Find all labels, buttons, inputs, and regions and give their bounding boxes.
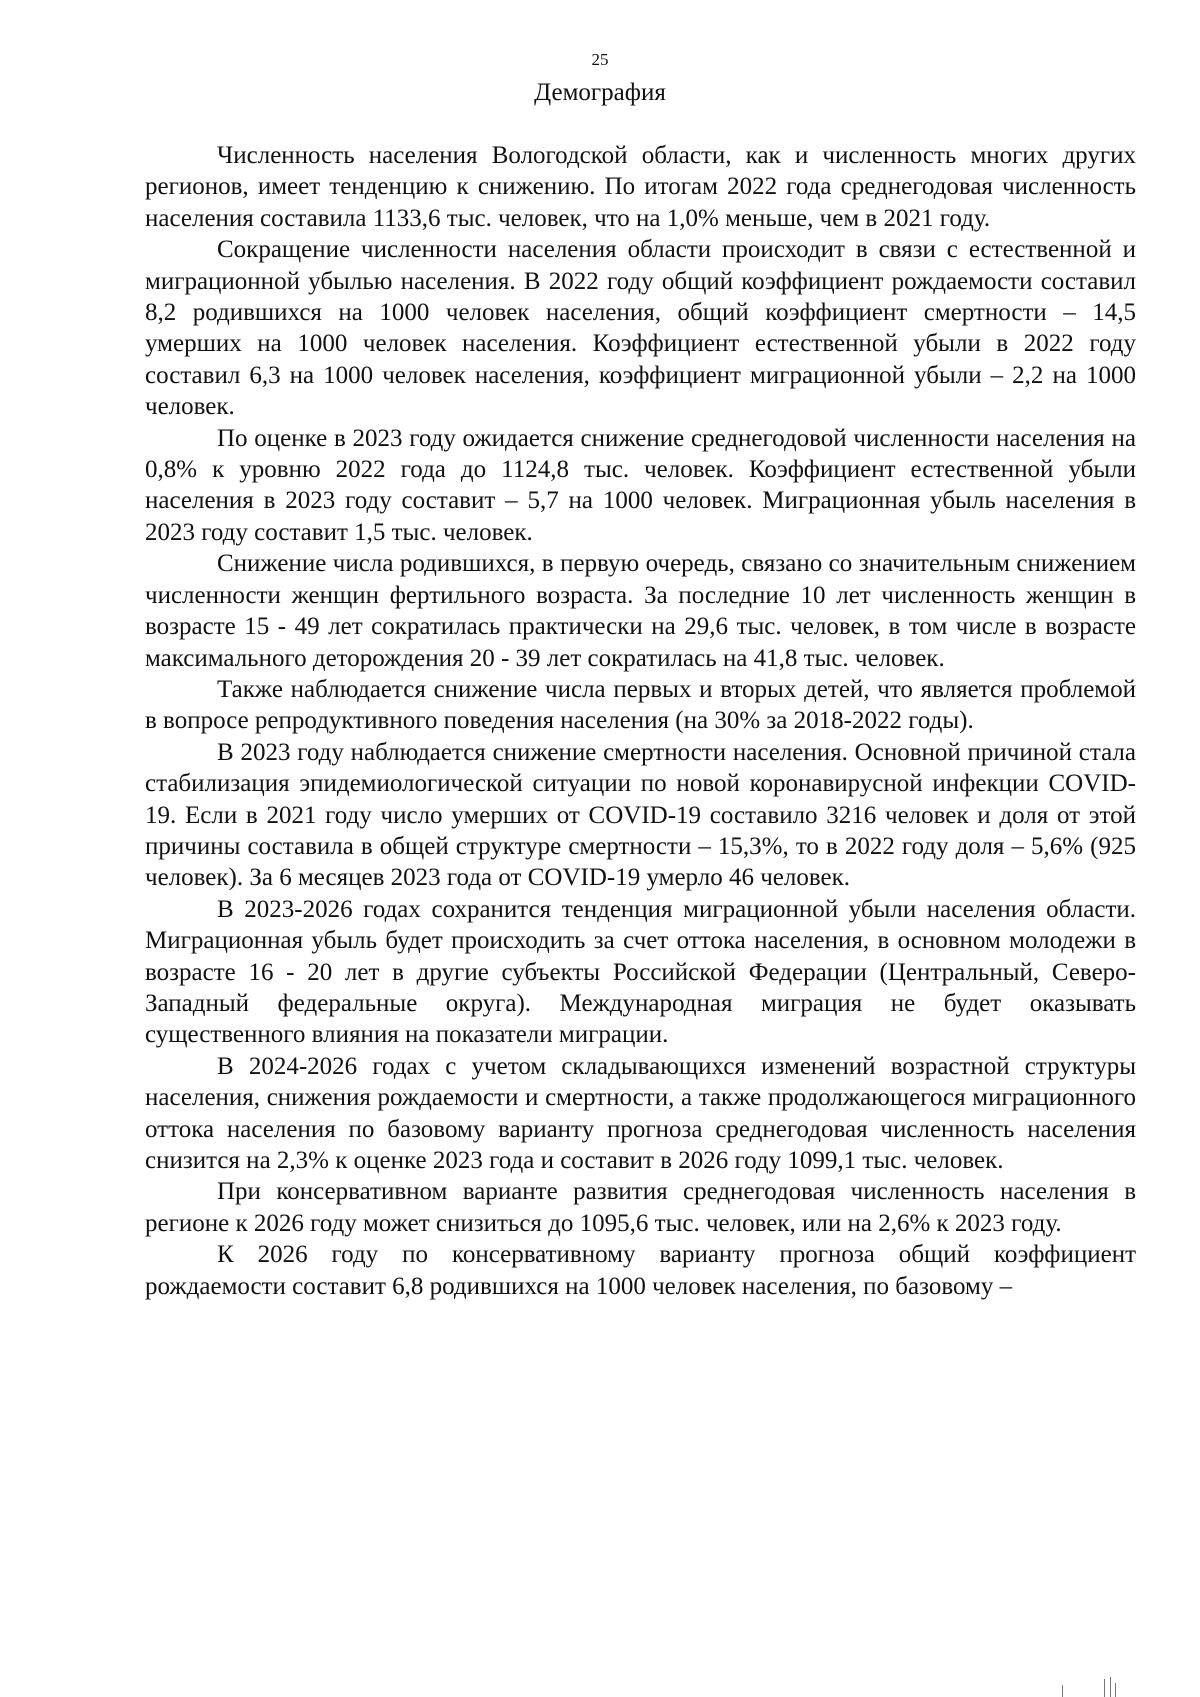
scan-artifact xyxy=(1115,1683,1116,1697)
paragraph-first-second-children: Также наблюдается снижение числа первых и вторых детей, что является проблемой в вопросе репродуктивного поведения населения (на 30% за 2018-2022 годы). xyxy=(145,675,1136,735)
paragraph-population-trend: Численность населения Вологодской области, как и численность многих других регионов, имеет тенденцию к снижению. По итогам 2022 года среднегодовая численность населения составила 1133,6 тыс. человек, что на 1,0% меньше, чем в 2021 году. xyxy=(145,142,1136,232)
page-number: 25 xyxy=(591,50,609,69)
scan-artifact xyxy=(1110,1677,1111,1697)
section-title: Демография xyxy=(534,79,666,106)
paragraph-2023-estimate: По оценке в 2023 году ожидается снижение среднегодовой численности населения на 0,8% к уровню 2022 года до 1124,8 тыс. человек. Коэффициент естественной убыли населения в 2023 году составит – 5,7 на 1000 человек. Миграционная убыль населения в 2023 году составит 1,5 тыс. человек. xyxy=(145,424,1136,546)
paragraph-birth-rate-forecast: К 2026 году по консервативному варианту прогноза общий коэффициент рождаемости составит 6,8 родившихся на 1000 человек населения, по базовому – xyxy=(145,1241,1136,1300)
paragraph-natural-migration-decline: Сокращение численности населения области происходит в связи с естественной и миграционной убылью населения. В 2022 году общий коэффициент рождаемости составил 8,2 родившихся на 1000 человек населения, общий коэффициент смертности – 14,5 умерших на 1000 человек населения. Коэффициент естественной убыли в 2022 году составил 6,3 на 1000 человек населения, коэффициент миграционной убыли – 2,2 на 1000 человек. xyxy=(145,236,1136,421)
paragraph-base-forecast: В 2024-2026 годах с учетом складывающихся изменений возрастной структуры населения, снижения рождаемости и смертности, а также продолжающегося миграционного оттока населения по базовому варианту прогноза среднегодовая численность населения снизится на 2,3% к оценке 2023 года и составит в 2026 году 1099,1 тыс. человек. xyxy=(145,1052,1136,1174)
paragraph-mortality-covid: В 2023 году наблюдается снижение смертности населения. Основной причиной стала стабилизация эпидемиологической ситуации по новой коронавирусной инфекции COVID-19. Если в 2021 году число умерших от COVID-19 составило 3216 человек и доля от этой причины составила в общей структуре смертности – 15,3%, то в 2022 году доля – 5,6% (925 человек). За 6 месяцев 2023 года от COVID-19 умерло 46 человек. xyxy=(145,738,1136,892)
paragraph-birth-decline: Снижение числа родившихся, в первую очередь, связано со значительным снижением численности женщин фертильного возраста. За последние 10 лет численность женщин в возрасте 15 - 49 лет сократилась практически на 29,6 тыс. человек, в том числе в возрасте максимального деторождения 20 - 39 лет сократилась на 41,8 тыс. человек. xyxy=(145,550,1136,672)
body-text xyxy=(145,140,1136,1302)
scan-artifact xyxy=(1062,1685,1063,1697)
paragraph-conservative-forecast: При консервативном варианте развития среднегодовая численность населения в регионе к 2026 году может снизиться до 1095,6 тыс. человек, или на 2,6% к 2023 году. xyxy=(145,1178,1136,1237)
scan-artifact xyxy=(1104,1679,1105,1697)
paragraph-migration-outlook: В 2023-2026 годах сохранится тенденция миграционной убыли населения области. Миграционная убыль будет происходить за счет оттока населения, в основном молодежи в возрасте 16 - 20 лет в другие субъекты Российской Федерации (Центральный, Северо-Западный федеральные округа). Международная миграция не будет оказывать существенного влияния на показатели миграции. xyxy=(145,895,1136,1049)
